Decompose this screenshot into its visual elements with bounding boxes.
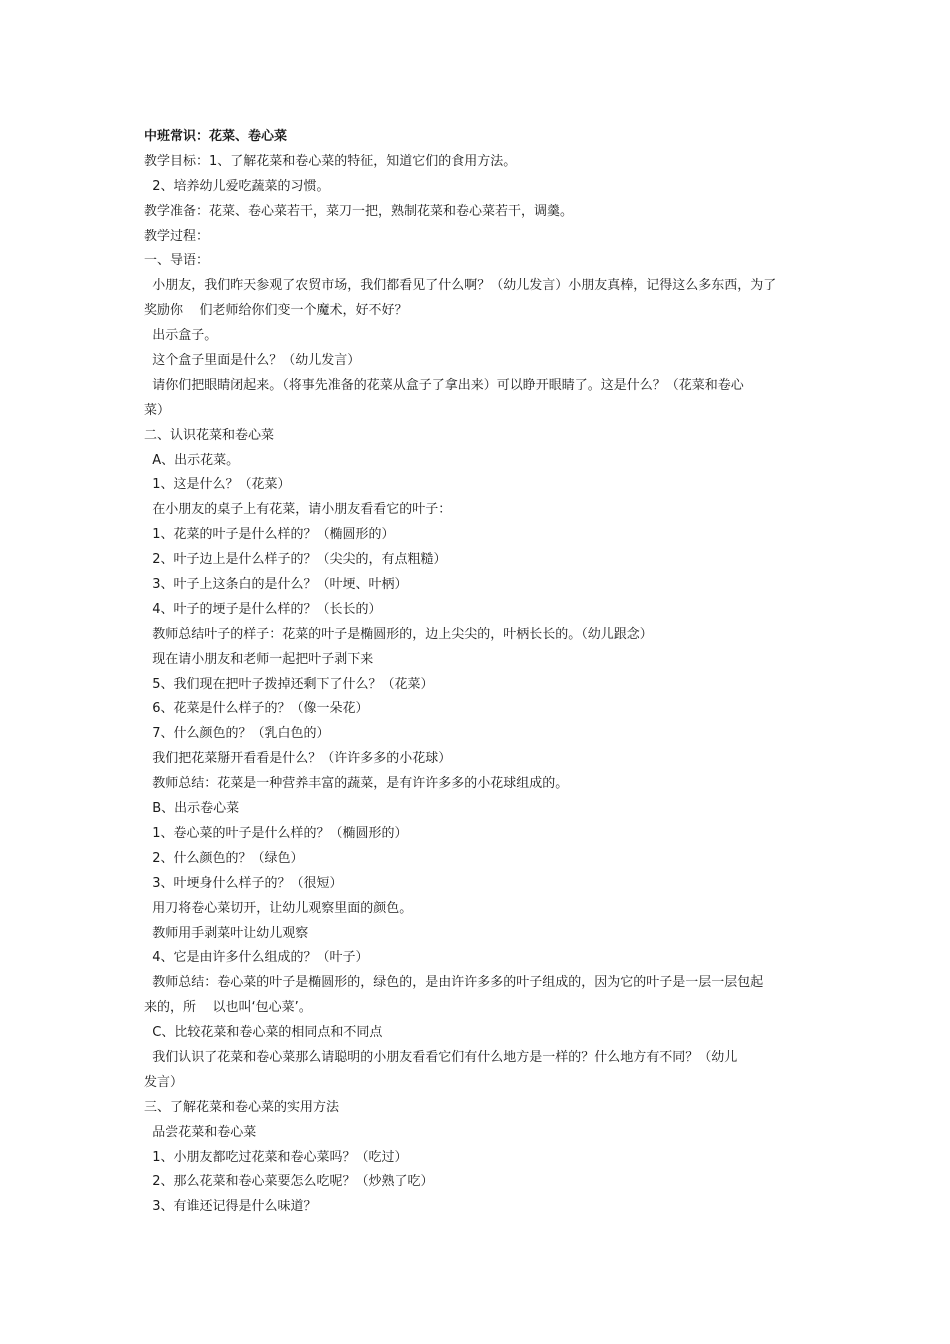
text-line: 4、叶子的埂子是什么样的？（长长的） bbox=[144, 601, 382, 617]
text-line: C、比较花菜和卷心菜的相同点和不同点 bbox=[144, 1025, 383, 1041]
text-line: 这个盒子里面是什么？（幼儿发言） bbox=[144, 353, 361, 369]
text-line: 教学准备：花菜、卷心菜若干，菜刀一把，熟制花菜和卷心菜若干，调羹。 bbox=[144, 203, 574, 219]
text-line: 5、我们现在把叶子拨掉还剩下了什么？（花菜） bbox=[144, 676, 434, 692]
text-line: 2、培养幼儿爱吃蔬菜的习惯。 bbox=[144, 178, 330, 194]
text-line: 出示盒子。 bbox=[144, 328, 218, 344]
text-line: 教师总结叶子的样子：花菜的叶子是椭圆形的，边上尖尖的，叶柄长长的。（幼儿跟念） bbox=[144, 626, 653, 642]
document-title: 中班常识：花菜、卷心菜 bbox=[144, 129, 288, 144]
text-line: 教师总结：卷心菜的叶子是椭圆形的，绿色的，是由许许多多的叶子组成的，因为它的叶子是一层一层包起 bbox=[144, 975, 764, 991]
text-line: 奖励你 们老师给你们变一个魔术，好不好？ bbox=[144, 303, 408, 319]
text-line: 教学过程： bbox=[144, 228, 210, 244]
text-line: 3、叶埂身什么样子的？（很短） bbox=[144, 875, 343, 891]
text-line: 来的，所 以也叫‘包心菜’。 bbox=[144, 1000, 312, 1016]
text-line: 小朋友，我们昨天参观了农贸市场，我们都看见了什么啊？（幼儿发言）小朋友真棒，记得这么多东西，为了 bbox=[144, 278, 777, 294]
text-line: 现在请小朋友和老师一起把叶子剥下来 bbox=[144, 651, 374, 667]
text-line: 我们把花菜掰开看看是什么？（许许多多的小花球） bbox=[144, 751, 452, 767]
text-line: 教师用手剥菜叶让幼儿观察 bbox=[144, 925, 309, 941]
text-line: 菜） bbox=[144, 402, 171, 418]
text-line: 1、小朋友都吃过花菜和卷心菜吗？（吃过） bbox=[144, 1149, 408, 1165]
text-line: 品尝花菜和卷心菜 bbox=[144, 1124, 257, 1140]
document-lines bbox=[144, 150, 814, 1220]
text-line: 教师总结：花菜是一种营养丰富的蔬菜，是有许许多多的小花球组成的。 bbox=[144, 776, 569, 792]
text-line: 2、叶子边上是什么样子的？（尖尖的，有点粗糙） bbox=[144, 552, 447, 568]
document-body bbox=[144, 125, 814, 1220]
text-line: 三、了解花菜和卷心菜的实用方法 bbox=[144, 1099, 340, 1115]
text-line: 2、那么花菜和卷心菜要怎么吃呢？（炒熟了吃） bbox=[144, 1174, 434, 1190]
text-line: 二、认识花菜和卷心菜 bbox=[144, 427, 275, 443]
text-line: 3、有谁还记得是什么味道？ bbox=[144, 1199, 317, 1215]
text-line: B、出示卷心菜 bbox=[144, 801, 240, 817]
text-line: 用刀将卷心菜切开，让幼儿观察里面的颜色。 bbox=[144, 900, 413, 916]
text-line: 教学目标：1、了解花菜和卷心菜的特征，知道它们的食用方法。 bbox=[144, 153, 517, 169]
text-line: 1、花菜的叶子是什么样的？（椭圆形的） bbox=[144, 527, 395, 543]
text-line: A、出示花菜。 bbox=[144, 452, 240, 468]
text-line: 7、什么颜色的？（乳白色的） bbox=[144, 726, 330, 742]
text-line: 3、叶子上这条白的是什么？（叶埂、叶柄） bbox=[144, 577, 408, 593]
text-line: 发言） bbox=[144, 1074, 184, 1090]
text-line: 2、什么颜色的？（绿色） bbox=[144, 850, 304, 866]
text-line: 一、导语： bbox=[144, 253, 210, 269]
text-line: 1、这是什么？（花菜） bbox=[144, 477, 291, 493]
text-line: 请你们把眼睛闭起来。（将事先准备的花菜从盒子了拿出来）可以睁开眼睛了。这是什么？（花菜和卷心 bbox=[144, 377, 744, 393]
text-line: 1、卷心菜的叶子是什么样的？（椭圆形的） bbox=[144, 825, 408, 841]
text-line: 4、它是由许多什么组成的？（叶子） bbox=[144, 950, 369, 966]
text-line: 6、花菜是什么样子的？（像一朵花） bbox=[144, 701, 369, 717]
text-line: 我们认识了花菜和卷心菜那么请聪明的小朋友看看它们有什么地方是一样的？什么地方有不同？（幼儿 bbox=[144, 1049, 738, 1065]
text-line: 在小朋友的桌子上有花菜，请小朋友看看它的叶子： bbox=[144, 502, 452, 518]
